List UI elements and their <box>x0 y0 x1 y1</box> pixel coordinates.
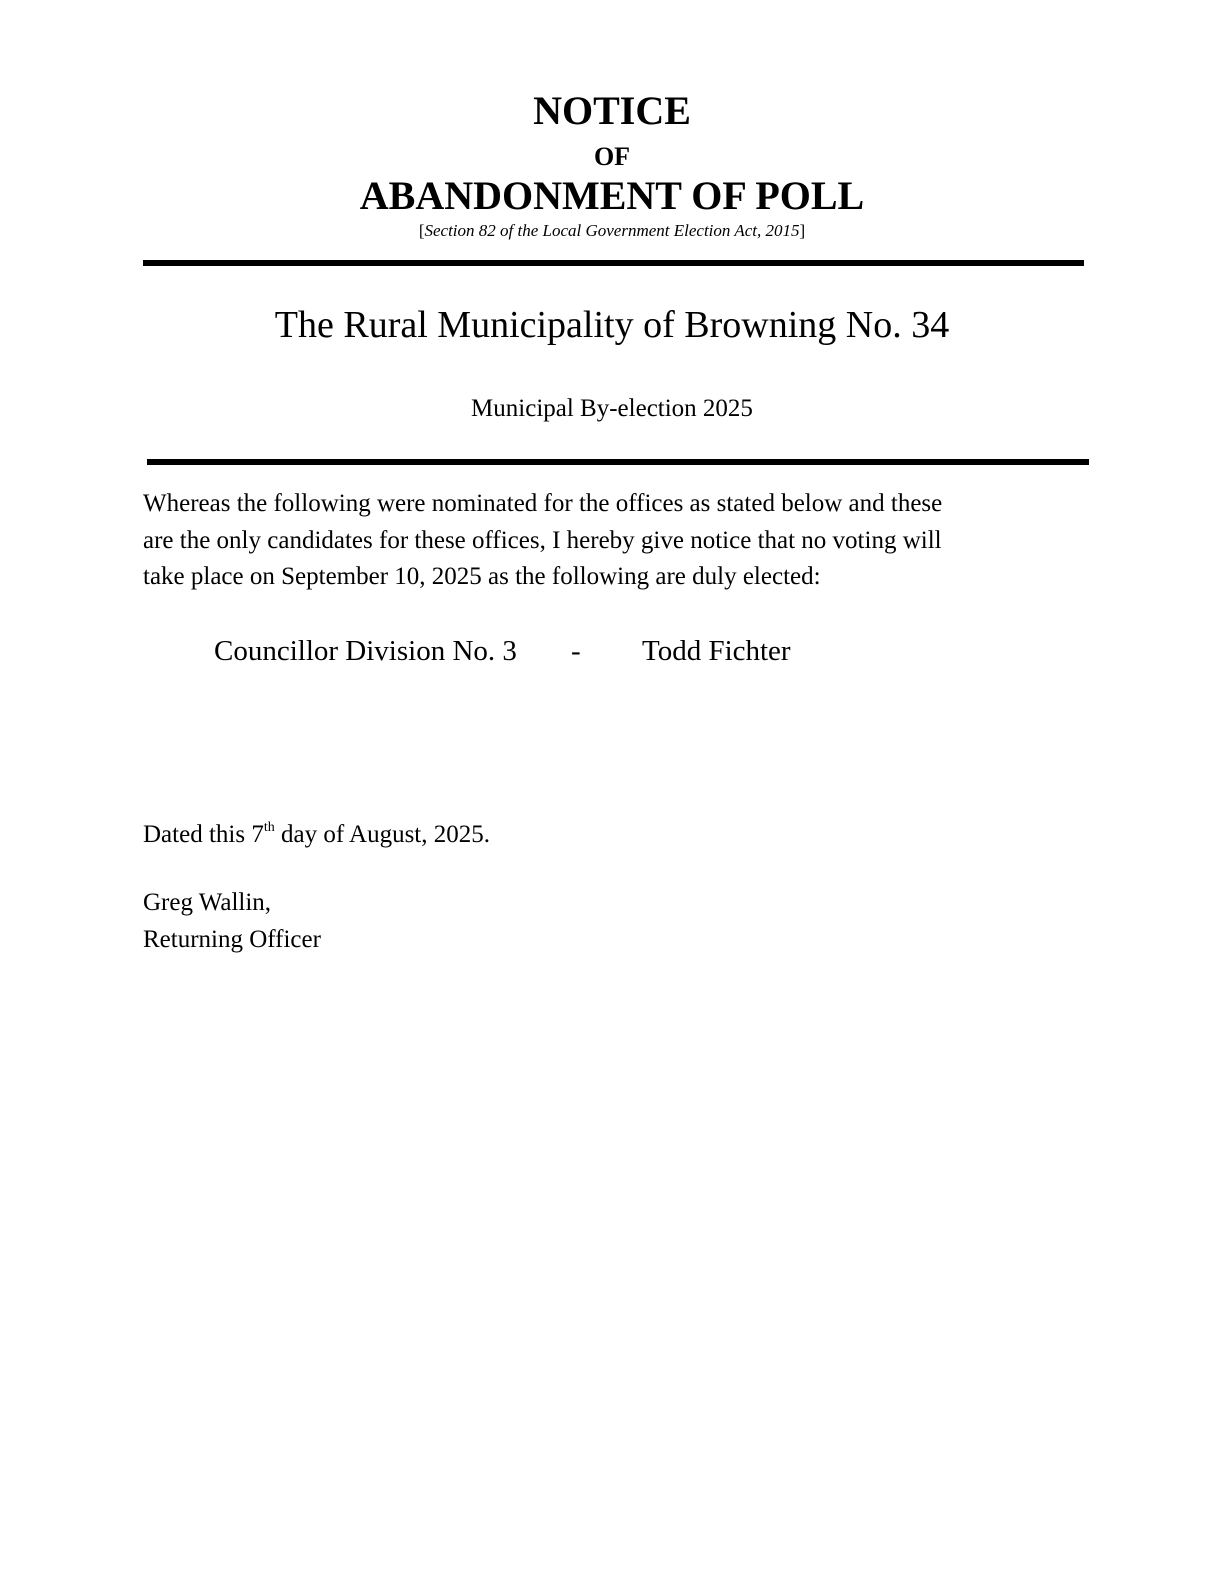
municipality-name: The Rural Municipality of Browning No. 34 <box>274 304 950 346</box>
title-notice: NOTICE <box>533 88 691 133</box>
elected-separator: - <box>571 635 581 667</box>
elected-office: Councillor Division No. 3 <box>214 635 517 667</box>
header-divider-rule <box>143 260 1084 266</box>
dated-suffix: day of August, 2025. <box>274 821 490 848</box>
body-line: take place on September 10, 2025 as the following are duly elected: <box>143 563 821 590</box>
notice-body-paragraph <box>143 486 1083 596</box>
dated-ordinal: th <box>263 819 275 835</box>
election-name: Municipal By-election 2025 <box>471 395 753 422</box>
body-line: are the only candidates for these offices, I hereby give notice that no voting will <box>143 526 942 554</box>
signer-name: Greg Wallin, <box>143 889 272 916</box>
title-of: OF <box>593 142 631 171</box>
title-abandonment-of-poll: ABANDONMENT OF POLL <box>359 173 865 218</box>
body-line: Whereas the following were nominated for the offices as stated below and these <box>143 490 943 517</box>
citation-text: Section 82 of the Local Government Election Act, 2015 <box>424 221 800 240</box>
citation-open-bracket: [ <box>418 221 425 240</box>
dated-prefix: Dated this 7 <box>143 821 264 848</box>
elected-candidate-name: Todd Fichter <box>642 635 791 667</box>
signer-title: Returning Officer <box>143 926 321 953</box>
legal-citation <box>0 220 1224 242</box>
section-divider-rule <box>147 459 1089 465</box>
dated-line <box>143 818 490 852</box>
citation-close-bracket: ] <box>799 221 806 240</box>
